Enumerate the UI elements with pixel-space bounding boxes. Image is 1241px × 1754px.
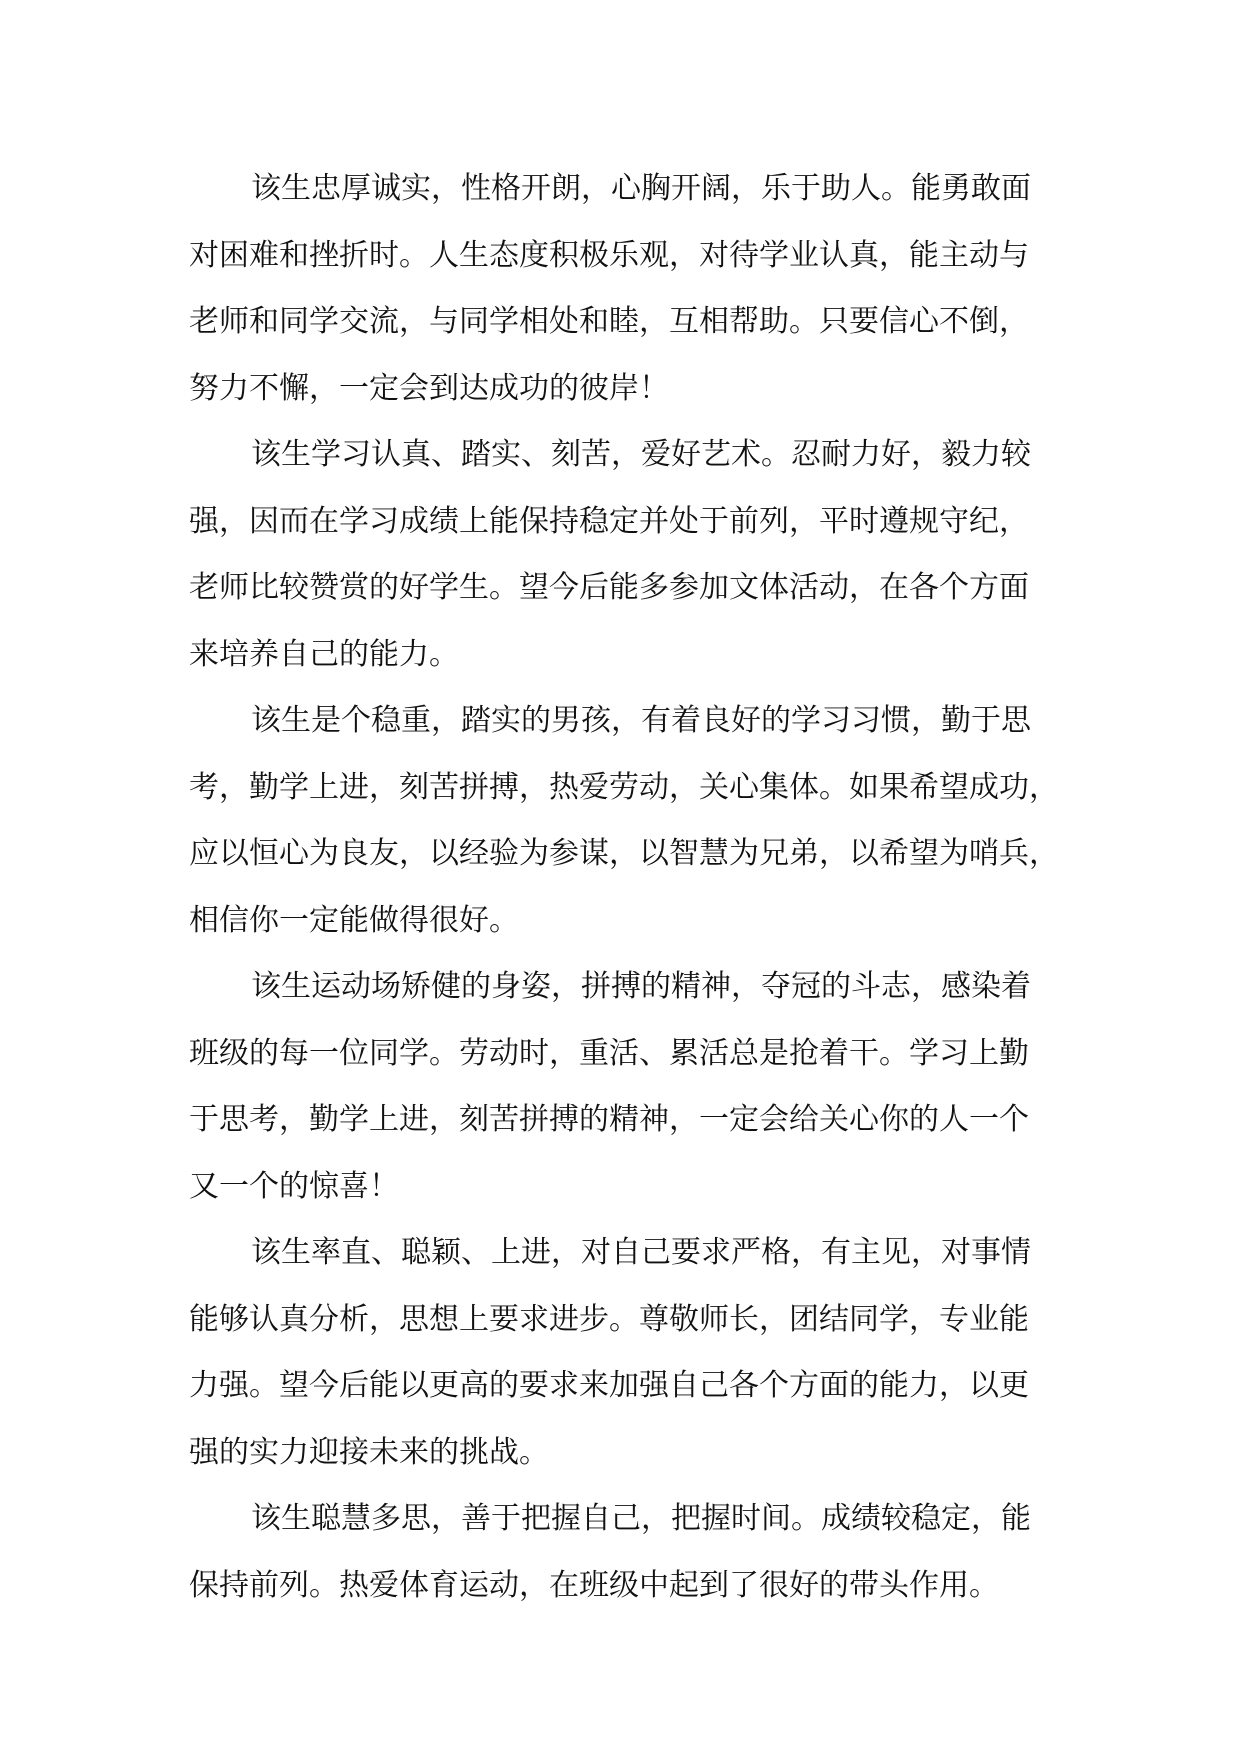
text-line: 强的实力迎接未来的挑战。 [189, 1434, 549, 1470]
paragraph [189, 156, 1059, 422]
text-line: 老师和同学交流，与同学相处和睦，互相帮助。只要信心不倒， [189, 304, 1029, 339]
text-line: 相信你一定能做得很好。 [189, 902, 519, 938]
text-line: 能够认真分析，思想上要求进步。尊敬师长，团结同学，专业能 [189, 1301, 1029, 1337]
text-line: 该生是个稳重，踏实的男孩，有着良好的学习习惯，勤于思 [251, 703, 1031, 738]
text-line: 该生运动场矫健的身姿，拼搏的精神，夺冠的斗志，感染着 [251, 969, 1031, 1004]
paragraph [189, 1220, 1059, 1486]
paragraph [189, 1486, 1059, 1619]
text-line: 该生聪慧多思，善于把握自己，把握时间。成绩较稳定，能 [251, 1501, 1031, 1536]
text-line: 该生率直、聪颖、上进，对自己要求严格，有主见，对事情 [251, 1235, 1031, 1270]
text-line: 应以恒心为良友，以经验为参谋，以智慧为兄弟，以希望为哨兵， [189, 836, 1059, 871]
text-line: 班级的每一位同学。劳动时，重活、累活总是抢着干。学习上勤 [189, 1035, 1029, 1071]
text-line: 于思考，勤学上进，刻苦拼搏的精神，一定会给关心你的人一个 [189, 1102, 1029, 1137]
text-line: 考，勤学上进，刻苦拼搏，热爱劳动，关心集体。如果希望成功， [189, 769, 1059, 805]
text-line: 对困难和挫折时。人生态度积极乐观，对待学业认真，能主动与 [189, 237, 1029, 273]
paragraph [189, 422, 1059, 688]
text-line: 来培养自己的能力。 [189, 636, 459, 672]
text-line: 强，因而在学习成绩上能保持稳定并处于前列，平时遵规守纪， [189, 503, 1029, 539]
text-line: 保持前列。热爱体育运动，在班级中起到了很好的带头作用。 [189, 1567, 999, 1603]
paragraph [189, 954, 1059, 1220]
text-line: 力强。望今后能以更高的要求来加强自己各个方面的能力，以更 [189, 1368, 1029, 1403]
text-line: 该生忠厚诚实，性格开朗，心胸开阔，乐于助人。能勇敢面 [251, 171, 1031, 206]
text-line: 又一个的惊喜！ [189, 1168, 399, 1204]
text-line: 努力不懈，一定会到达成功的彼岸！ [189, 370, 669, 406]
paragraph [189, 688, 1059, 954]
text-line: 老师比较赞赏的好学生。望今后能多参加文体活动，在各个方面 [189, 570, 1029, 605]
document-body [189, 156, 1059, 1619]
text-line: 该生学习认真、踏实、刻苦，爱好艺术。忍耐力好，毅力较 [251, 437, 1031, 472]
